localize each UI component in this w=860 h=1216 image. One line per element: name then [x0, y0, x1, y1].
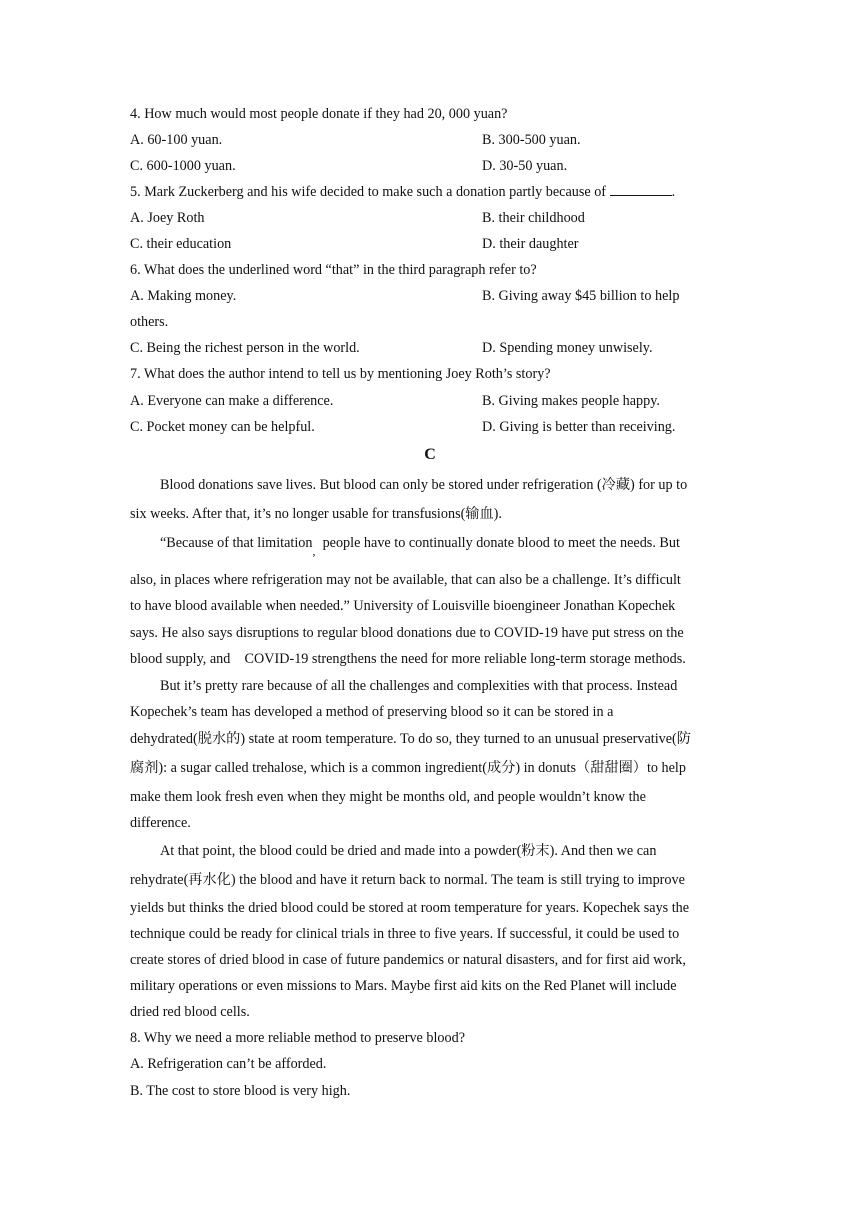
q5-answer-blank	[610, 183, 672, 196]
q7-option-c: C. Pocket money can be helpful.	[130, 419, 315, 435]
passage-p2-line1-b: people have to continually donate blood to meet the needs. But	[322, 535, 680, 551]
q7-option-b: B. Giving makes people happy.	[482, 393, 660, 409]
q5-option-b: B. their childhood	[482, 210, 585, 226]
passage-p2-line2: also, in places where refrigeration may not be available, that can also be a challenge. It’s difficult	[130, 572, 681, 588]
passage-p2-line1-a: “Because of that limitation	[160, 535, 313, 551]
q4-option-a: A. 60-100 yuan.	[130, 132, 223, 148]
section-title: C	[424, 446, 436, 463]
passage-p4-line6: military operations or even missions to Mars. Maybe first aid kits on the Red Planet will include	[130, 978, 677, 994]
q5-option-a: A. Joey Roth	[130, 210, 205, 226]
q5-stem-end: .	[671, 184, 676, 200]
passage-p1-line1: Blood donations save lives. But blood can only be stored under refrigeration (冷藏) for up to	[160, 477, 688, 493]
q5-stem-line	[130, 183, 675, 201]
q5-option-c: C. their education	[130, 236, 232, 252]
q4-option-c: C. 600-1000 yuan.	[130, 158, 236, 174]
passage-p2-line1-comma: ,	[312, 544, 316, 558]
q4-option-b: B. 300-500 yuan.	[482, 132, 581, 148]
passage-p2-line3: to have blood available when needed.” University of Louisville bioengineer Jonathan Kopechek	[130, 598, 676, 614]
passage-p1-line2: six weeks. After that, it’s no longer usable for transfusions(输血).	[130, 506, 502, 522]
passage-p4-line7: dried red blood cells.	[130, 1004, 250, 1020]
passage-p4-line3: yields but thinks the dried blood could be stored at room temperature for years. Kopechek says the	[130, 900, 690, 916]
q5-stem: 5. Mark Zuckerberg and his wife decided to make such a donation partly because of	[130, 184, 607, 200]
q6-option-b: B. Giving away $45 billion to help	[482, 288, 680, 304]
passage-p4-line2: rehydrate(再水化) the blood and have it return back to normal. The team is still trying to improve	[130, 872, 685, 888]
q5-option-d: D. their daughter	[482, 236, 579, 252]
q7-option-a: A. Everyone can make a difference.	[130, 393, 334, 409]
passage-p3-line2: Kopechek’s team has developed a method of preserving blood so it can be stored in a	[130, 704, 614, 720]
q6-option-b-continued: others.	[130, 314, 169, 330]
passage-p2-line1	[160, 534, 680, 558]
passage-p4-line1: At that point, the blood could be dried and made into a powder(粉末). And then we can	[160, 843, 657, 859]
passage-p3-line6: difference.	[130, 815, 191, 831]
q7-option-d: D. Giving is better than receiving.	[482, 419, 676, 435]
q6-option-c: C. Being the richest person in the world.	[130, 340, 360, 356]
passage-p2-line5: blood supply, and COVID-19 strengthens the need for more reliable long-term storage methods.	[130, 651, 686, 667]
passage-p4-line5: create stores of dried blood in case of future pandemics or natural disasters, and for first aid work,	[130, 952, 686, 968]
passage-p3-line1: But it’s pretty rare because of all the challenges and complexities with that process. Instead	[160, 678, 678, 694]
q4-option-d: D. 30-50 yuan.	[482, 158, 568, 174]
q8-option-b: B. The cost to store blood is very high.	[130, 1083, 351, 1099]
q8-option-a: A. Refrigeration can’t be afforded.	[130, 1056, 327, 1072]
q7-stem: 7. What does the author intend to tell us by mentioning Joey Roth’s story?	[130, 366, 551, 382]
q6-stem: 6. What does the underlined word “that” in the third paragraph refer to?	[130, 262, 537, 278]
q6-option-a: A. Making money.	[130, 288, 237, 304]
passage-p3-line5: make them look fresh even when they might be months old, and people wouldn’t know the	[130, 789, 646, 805]
q4-stem: 4. How much would most people donate if they had 20, 000 yuan?	[130, 106, 508, 122]
q8-stem: 8. Why we need a more reliable method to preserve blood?	[130, 1030, 465, 1046]
passage-p4-line4: technique could be ready for clinical trials in three to five years. If successful, it could be used to	[130, 926, 680, 942]
passage-p3-line3: dehydrated(脱水的) state at room temperature. To do so, they turned to an unusual preservative(防	[130, 731, 691, 747]
q6-option-d: D. Spending money unwisely.	[482, 340, 653, 356]
passage-p3-line4: 腐剂): a sugar called trehalose, which is a common ingredient(成分) in donuts（甜甜圈）to help	[130, 760, 686, 776]
passage-p2-line4: says. He also says disruptions to regular blood donations due to COVID-19 have put stress on the	[130, 625, 684, 641]
